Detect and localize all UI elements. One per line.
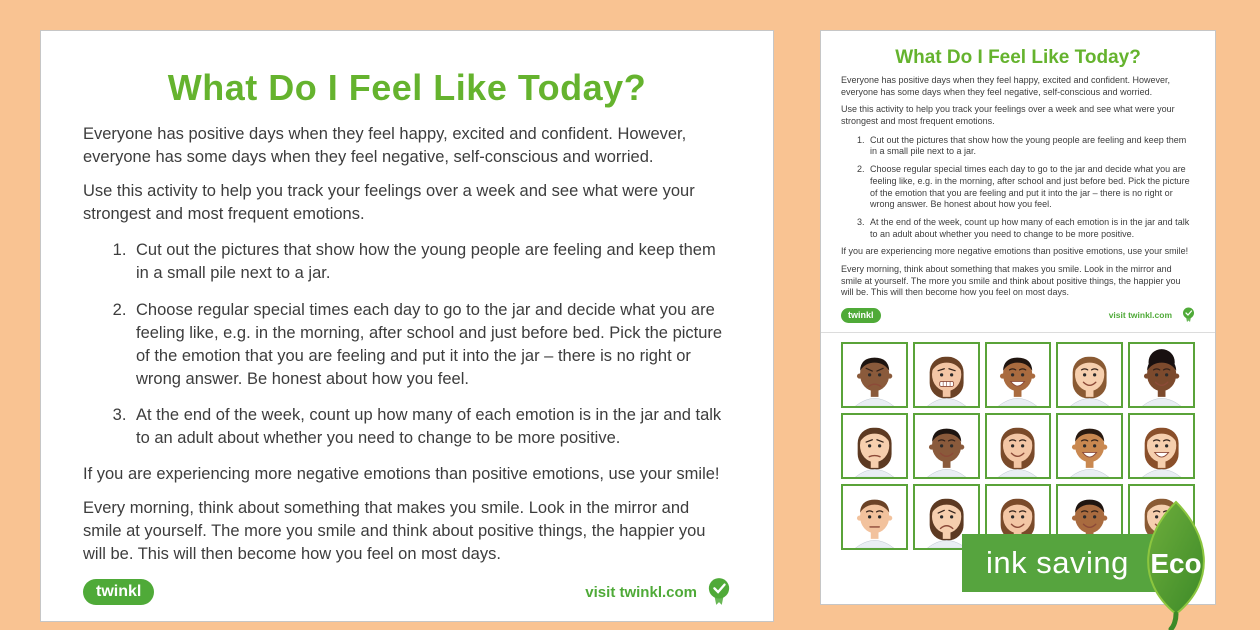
emotion-face-card-scared <box>913 342 980 408</box>
emotion-face-card-happy <box>985 413 1052 479</box>
instruction-item: 1. Cut out the pictures that show how the young people are feeling and keep them in a small pile next to a jar. <box>867 135 1195 158</box>
emotion-face-card-calm <box>841 484 908 550</box>
instruction-list <box>841 135 1195 241</box>
instruction-item: 1. Cut out the pictures that show how the young people are feeling and keep them in a small pile next to a jar. <box>131 239 731 285</box>
closing-paragraph: Every morning, think about something that makes you smile. Look in the mirror and smile at yourself. The more you smile and think about positive things, the happier you will be. This will then become how you feel on most days. <box>841 263 1181 298</box>
instruction-item: 2. Choose regular special times each day to go to the jar and decide what you are feeling like, e.g. in the morning, after school and just before bed. Pick the picture of the emotion that you are feeling and put it into the jar – there is no right or wrong answer. Be honest about how you feel. <box>131 299 731 391</box>
closing-paragraph: If you are experiencing more negative emotions than positive emotions, use your smile! <box>83 465 720 484</box>
quality-badge-icon <box>1182 307 1195 323</box>
quality-badge-icon <box>707 577 731 607</box>
page-break-divider <box>821 332 1215 333</box>
intro-paragraph: Everyone has positive days when they feel happy, excited and confident. However, everyone has some days when they feel negative, self-conscious and worried. <box>841 75 1171 97</box>
page-body-small <box>841 75 1195 299</box>
emotion-face-card-happy <box>913 413 980 479</box>
eco-badge-label: Eco <box>1150 548 1202 579</box>
ink-saving-label: ink saving <box>986 545 1129 580</box>
visit-link-text: visit twinkl.com <box>585 583 697 601</box>
emotion-face-card-happy <box>1056 342 1123 408</box>
instruction-item: 2. Choose regular special times each day to go to the jar and decide what you are feeling like, e.g. in the morning, after school and just before bed. Pick the picture of the emotion that you are feeling and put it into the jar – there is no right or wrong answer. Be honest about how you feel. <box>867 164 1195 211</box>
visit-link-text: visit twinkl.com <box>1108 310 1172 320</box>
instruction-list <box>83 239 731 450</box>
intro-paragraph: Use this activity to help you track your feelings over a week and see what were your strongest and most frequent emotions. <box>83 182 695 224</box>
emotion-face-card-grin <box>985 342 1052 408</box>
page-title-small: What Do I Feel Like Today? <box>895 47 1141 68</box>
page-body <box>83 123 731 567</box>
closing-paragraph: If you are experiencing more negative emotions than positive emotions, use your smile! <box>841 246 1189 257</box>
page-footer-small <box>841 307 1195 323</box>
twinkl-logo: twinkl <box>83 579 154 605</box>
intro-paragraph: Everyone has positive days when they feel happy, excited and confident. However, everyone has some days when they feel negative, self-conscious and worried. <box>83 125 687 167</box>
eco-leaf-icon <box>1132 500 1220 630</box>
emotion-face-card-angry <box>841 342 908 408</box>
twinkl-logo: twinkl <box>841 308 881 323</box>
instruction-item: 3. At the end of the week, count up how many of each emotion is in the jar and talk to an adult about whether you need to change to be more positive. <box>131 404 731 450</box>
page-footer <box>83 577 731 607</box>
worksheet-page-1 <box>40 30 774 622</box>
emotion-face-card-happy <box>1128 342 1195 408</box>
instruction-item: 3. At the end of the week, count up how many of each emotion is in the jar and talk to an adult about whether you need to change to be more positive. <box>867 217 1195 240</box>
emotion-face-card-grin <box>1056 413 1123 479</box>
page-title: What Do I Feel Like Today? <box>167 67 647 108</box>
emotion-face-card-worried <box>841 413 908 479</box>
intro-paragraph: Use this activity to help you track your feelings over a week and see what were your strongest and most frequent emotions. <box>841 104 1175 127</box>
closing-paragraph: Every morning, think about something that makes you smile. Look in the mirror and smile at yourself. The more you smile and think about positive things, the happier you will be. This will then become how you feel on most days. <box>83 499 706 564</box>
emotion-face-card-grin <box>1128 413 1195 479</box>
